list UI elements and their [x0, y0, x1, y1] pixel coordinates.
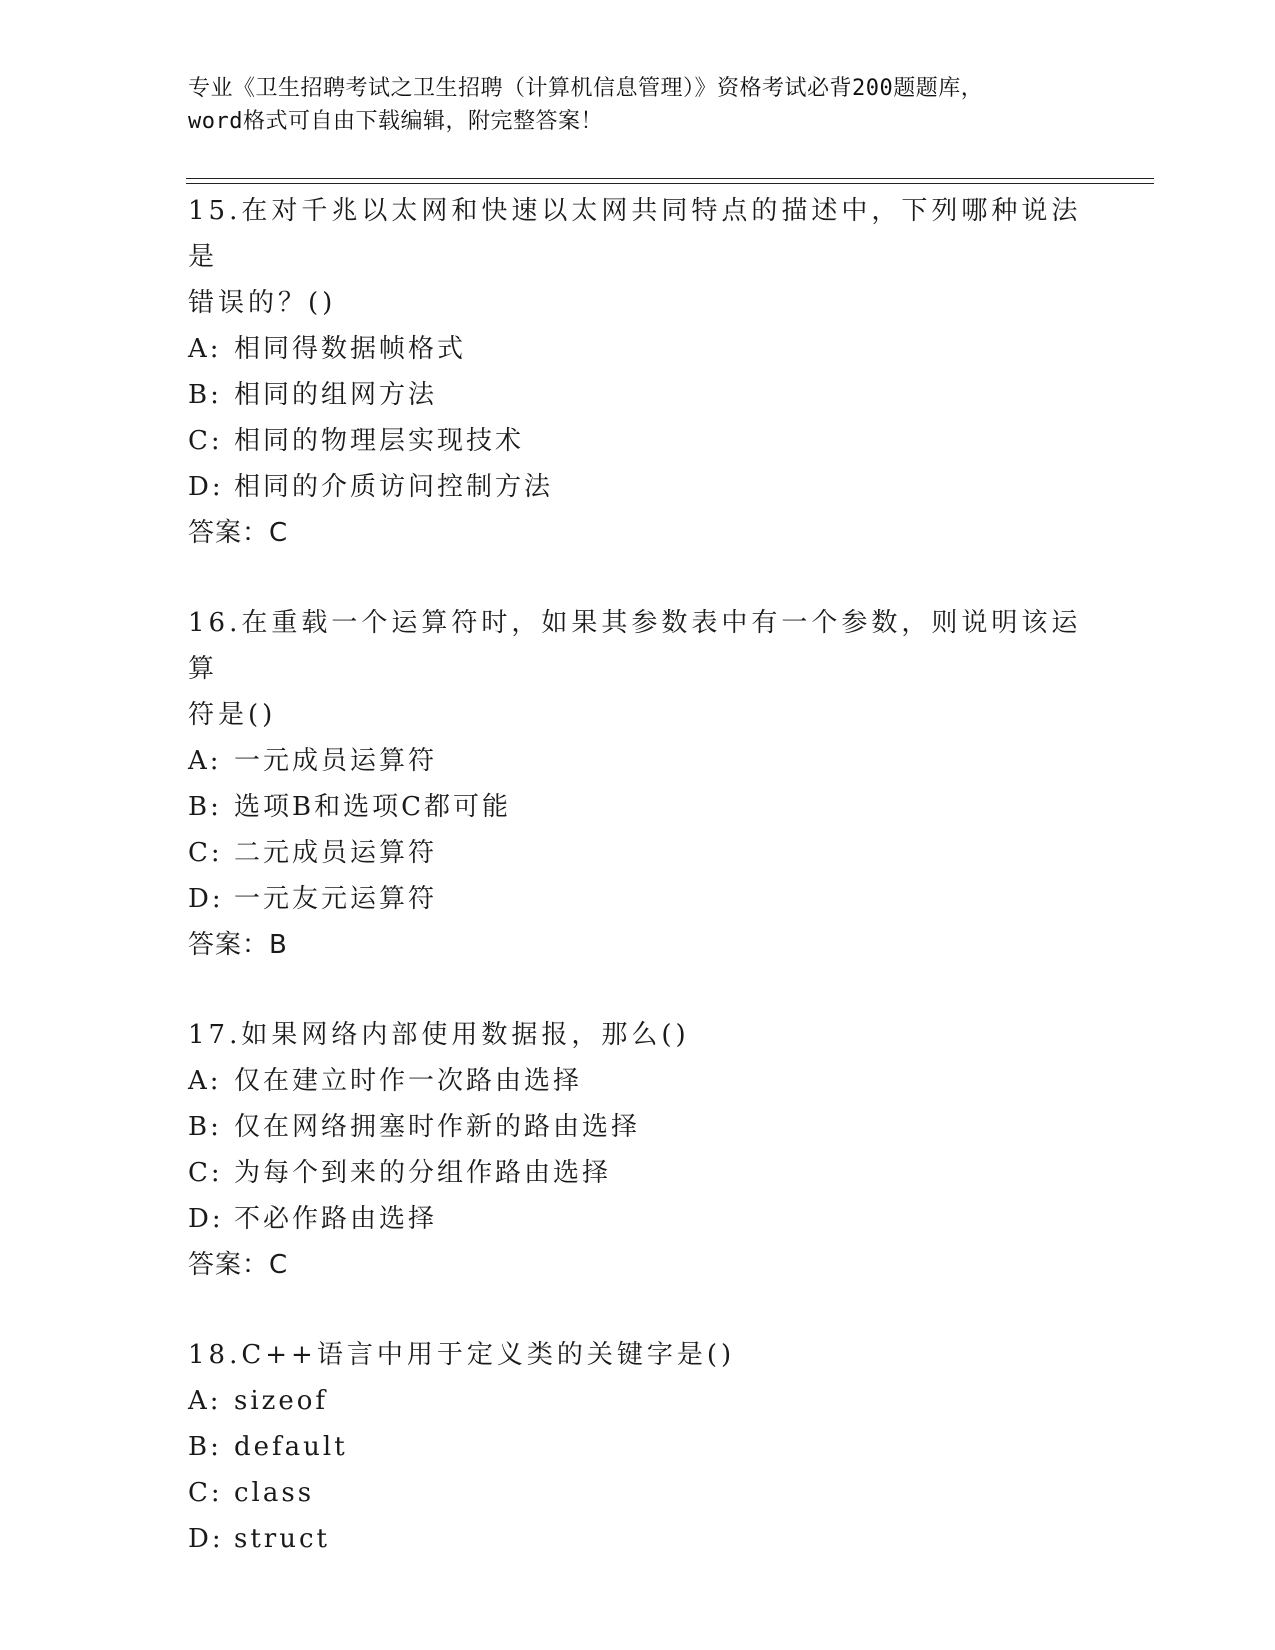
option-b: [188, 784, 1088, 830]
option-text: 仅在建立时作一次路由选择: [234, 1066, 583, 1096]
option-d: [188, 876, 1088, 922]
option-key: B:: [188, 792, 222, 822]
option-key: D:: [188, 472, 224, 502]
option-key: A:: [188, 1066, 222, 1096]
option-b: [188, 1424, 1088, 1470]
question-list: [188, 188, 1088, 1562]
option-text: 为每个到来的分组作路由选择: [234, 1158, 612, 1188]
option-c: [188, 1150, 1088, 1196]
option-key: C:: [188, 426, 223, 456]
option-text: 相同的介质访问控制方法: [234, 472, 554, 502]
option-c: [188, 418, 1088, 464]
option-text: 选项B和选项C都可能: [234, 792, 512, 822]
option-b: [188, 1104, 1088, 1150]
option-d: [188, 1196, 1088, 1242]
question-16: [188, 600, 1088, 968]
option-text: 仅在网络拥塞时作新的路由选择: [234, 1112, 641, 1142]
option-key: B:: [188, 1432, 222, 1462]
option-text: 相同得数据帧格式: [234, 334, 467, 364]
option-key: A:: [188, 334, 222, 364]
option-key: B:: [188, 380, 222, 410]
question-17: [188, 1012, 1088, 1288]
option-a: [188, 1058, 1088, 1104]
option-text: 不必作路由选择: [234, 1204, 438, 1234]
answer-label: 答案：C: [188, 1250, 289, 1280]
answer-label: 答案：B: [188, 930, 288, 960]
option-text: sizeof: [234, 1386, 329, 1416]
option-key: D:: [188, 884, 224, 914]
option-key: C:: [188, 1478, 223, 1508]
option-text: 二元成员运算符: [234, 838, 438, 868]
option-text: 一元友元运算符: [234, 884, 438, 914]
question-stem-line-1: 18.C++语言中用于定义类的关键字是(): [188, 1340, 736, 1370]
option-key: B:: [188, 1112, 222, 1142]
question-stem-line-2: 错误的？(): [188, 288, 337, 318]
option-a: [188, 738, 1088, 784]
question-stem-line-1: 16.在重载一个运算符时，如果其参数表中有一个参数，则说明该运算: [188, 608, 1082, 684]
option-text: 一元成员运算符: [234, 746, 438, 776]
option-text: 相同的物理层实现技术: [234, 426, 525, 456]
header-divider-top: [186, 178, 1154, 179]
answer-label: 答案：C: [188, 518, 289, 548]
option-a: [188, 326, 1088, 372]
question-spacer: [188, 968, 1088, 1012]
option-key: C:: [188, 1158, 223, 1188]
option-d: [188, 464, 1088, 510]
document-header: [188, 72, 1088, 138]
question-stem-line-1: 15.在对千兆以太网和快速以太网共同特点的描述中，下列哪种说法是: [188, 196, 1082, 272]
option-key: D:: [188, 1524, 224, 1554]
option-c: [188, 1470, 1088, 1516]
option-key: C:: [188, 838, 223, 868]
option-text: default: [234, 1432, 348, 1462]
option-b: [188, 372, 1088, 418]
question-15: [188, 188, 1088, 556]
option-d: [188, 1516, 1088, 1562]
option-key: A:: [188, 1386, 222, 1416]
header-line-1: 专业《卫生招聘考试之卫生招聘（计算机信息管理）》资格考试必背200题题库，: [188, 76, 984, 101]
question-stem-line-1: 17.如果网络内部使用数据报，那么(): [188, 1020, 690, 1050]
option-a: [188, 1378, 1088, 1424]
question-spacer: [188, 1288, 1088, 1332]
option-text: 相同的组网方法: [234, 380, 438, 410]
option-key: A:: [188, 746, 222, 776]
option-key: D:: [188, 1204, 224, 1234]
header-line-2: word格式可自由下载编辑，附完整答案！: [188, 109, 603, 134]
question-stem-line-2: 符是(): [188, 700, 277, 730]
option-c: [188, 830, 1088, 876]
header-divider-bottom: [186, 183, 1154, 184]
question-spacer: [188, 556, 1088, 600]
option-text: class: [234, 1478, 315, 1508]
option-text: struct: [234, 1524, 330, 1554]
question-18: [188, 1332, 1088, 1562]
